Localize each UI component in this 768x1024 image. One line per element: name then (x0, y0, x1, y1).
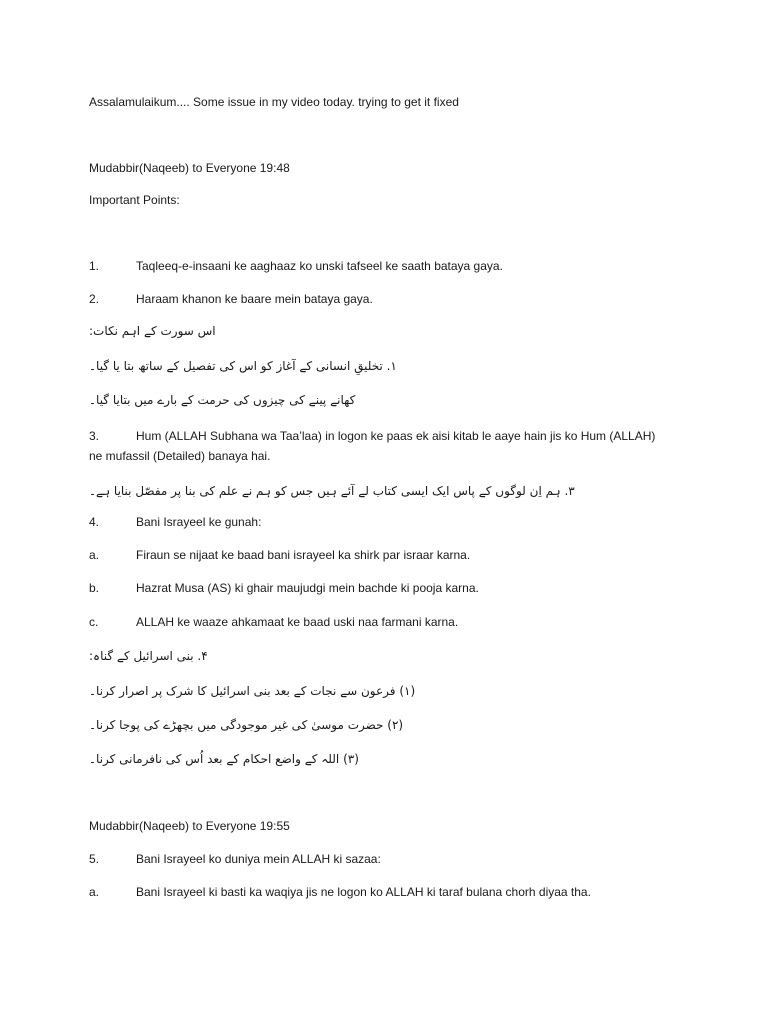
urdu-sub-point: (۲) حضرت موسیٰ کی غیر موجودگی میں بچھڑے کی پوجا کرنا۔ (89, 718, 404, 732)
urdu-sub-point: (۱) فرعون سے نجات کے بعد بنی اسرائیل کا شرک پر اصرار کرنا۔ (89, 684, 416, 698)
item-number: 1. (89, 259, 100, 273)
item-text: Taqleeq-e-insaani ke aaghaaz ko unski tafseel ke saath bataya gaya. (136, 259, 503, 273)
urdu-point: ۱. تخلیقِ انسانی کے آغاز کو اس کی تفصیل کے ساتھ بتا یا گیا۔ (89, 359, 397, 373)
sub-item-text: ALLAH ke waaze ahkamaat ke baad uski naa farmani karna. (136, 615, 459, 629)
item-number: 4. (89, 515, 100, 529)
urdu-point: ۳. ہم اِن لوگوں کے پاس ایک ایسی کتاب لے آئے ہیں جس کو ہم نے علم کی بنا پر مفصّل بنایا ہے۔ (89, 484, 575, 498)
urdu-heading: ۴. بنی اسرائیل کے گناہ: (89, 649, 208, 663)
greeting-line: Assalamulaikum.... Some issue in my video today. trying to get it fixed (89, 95, 459, 109)
sub-item-letter: a. (89, 548, 100, 562)
message-header-1: Mudabbir(Naqeeb) to Everyone 19:48 (89, 161, 290, 175)
sub-item-text: Bani Israyeel ki basti ka waqiya jis ne logon ko ALLAH ki taraf bulana chorh diyaa tha. (136, 885, 591, 899)
item-number: 2. (89, 292, 100, 306)
sub-item-text: Firaun se nijaat ke baad bani israyeel ka shirk par israar karna. (136, 548, 471, 562)
message-header-2: Mudabbir(Naqeeb) to Everyone 19:55 (89, 819, 290, 833)
urdu-sub-point: (۳) اللہ کے واضع احکام کے بعد اُس کی نافرمانی کرنا۔ (89, 752, 359, 766)
item-text-continued: ne mufassil (Detailed) banaya hai. (89, 449, 271, 463)
sub-item-letter: b. (89, 581, 100, 595)
item-text: Bani Israyeel ke gunah: (136, 515, 262, 529)
urdu-heading: اس سورت کے اہم نکات: (89, 324, 216, 338)
urdu-point: کھانے پینے کی چیزوں کی حرمت کے بارے میں بتایا گیا۔ (89, 393, 356, 407)
sub-item-letter: a. (89, 885, 100, 899)
important-points-heading: Important Points: (89, 193, 180, 207)
item-number: 3. (89, 429, 100, 443)
item-text: Bani Israyeel ko duniya mein ALLAH ki sazaa: (136, 852, 381, 866)
item-number: 5. (89, 852, 100, 866)
sub-item-text: Hazrat Musa (AS) ki ghair maujudgi mein bachde ki pooja karna. (136, 581, 479, 595)
item-text: Hum (ALLAH Subhana wa Taa’laa) in logon ke paas ek aisi kitab le aaye hain jis ko Hum (ALLAH) (136, 429, 656, 443)
item-text: Haraam khanon ke baare mein bataya gaya. (136, 292, 373, 306)
sub-item-letter: c. (89, 615, 99, 629)
